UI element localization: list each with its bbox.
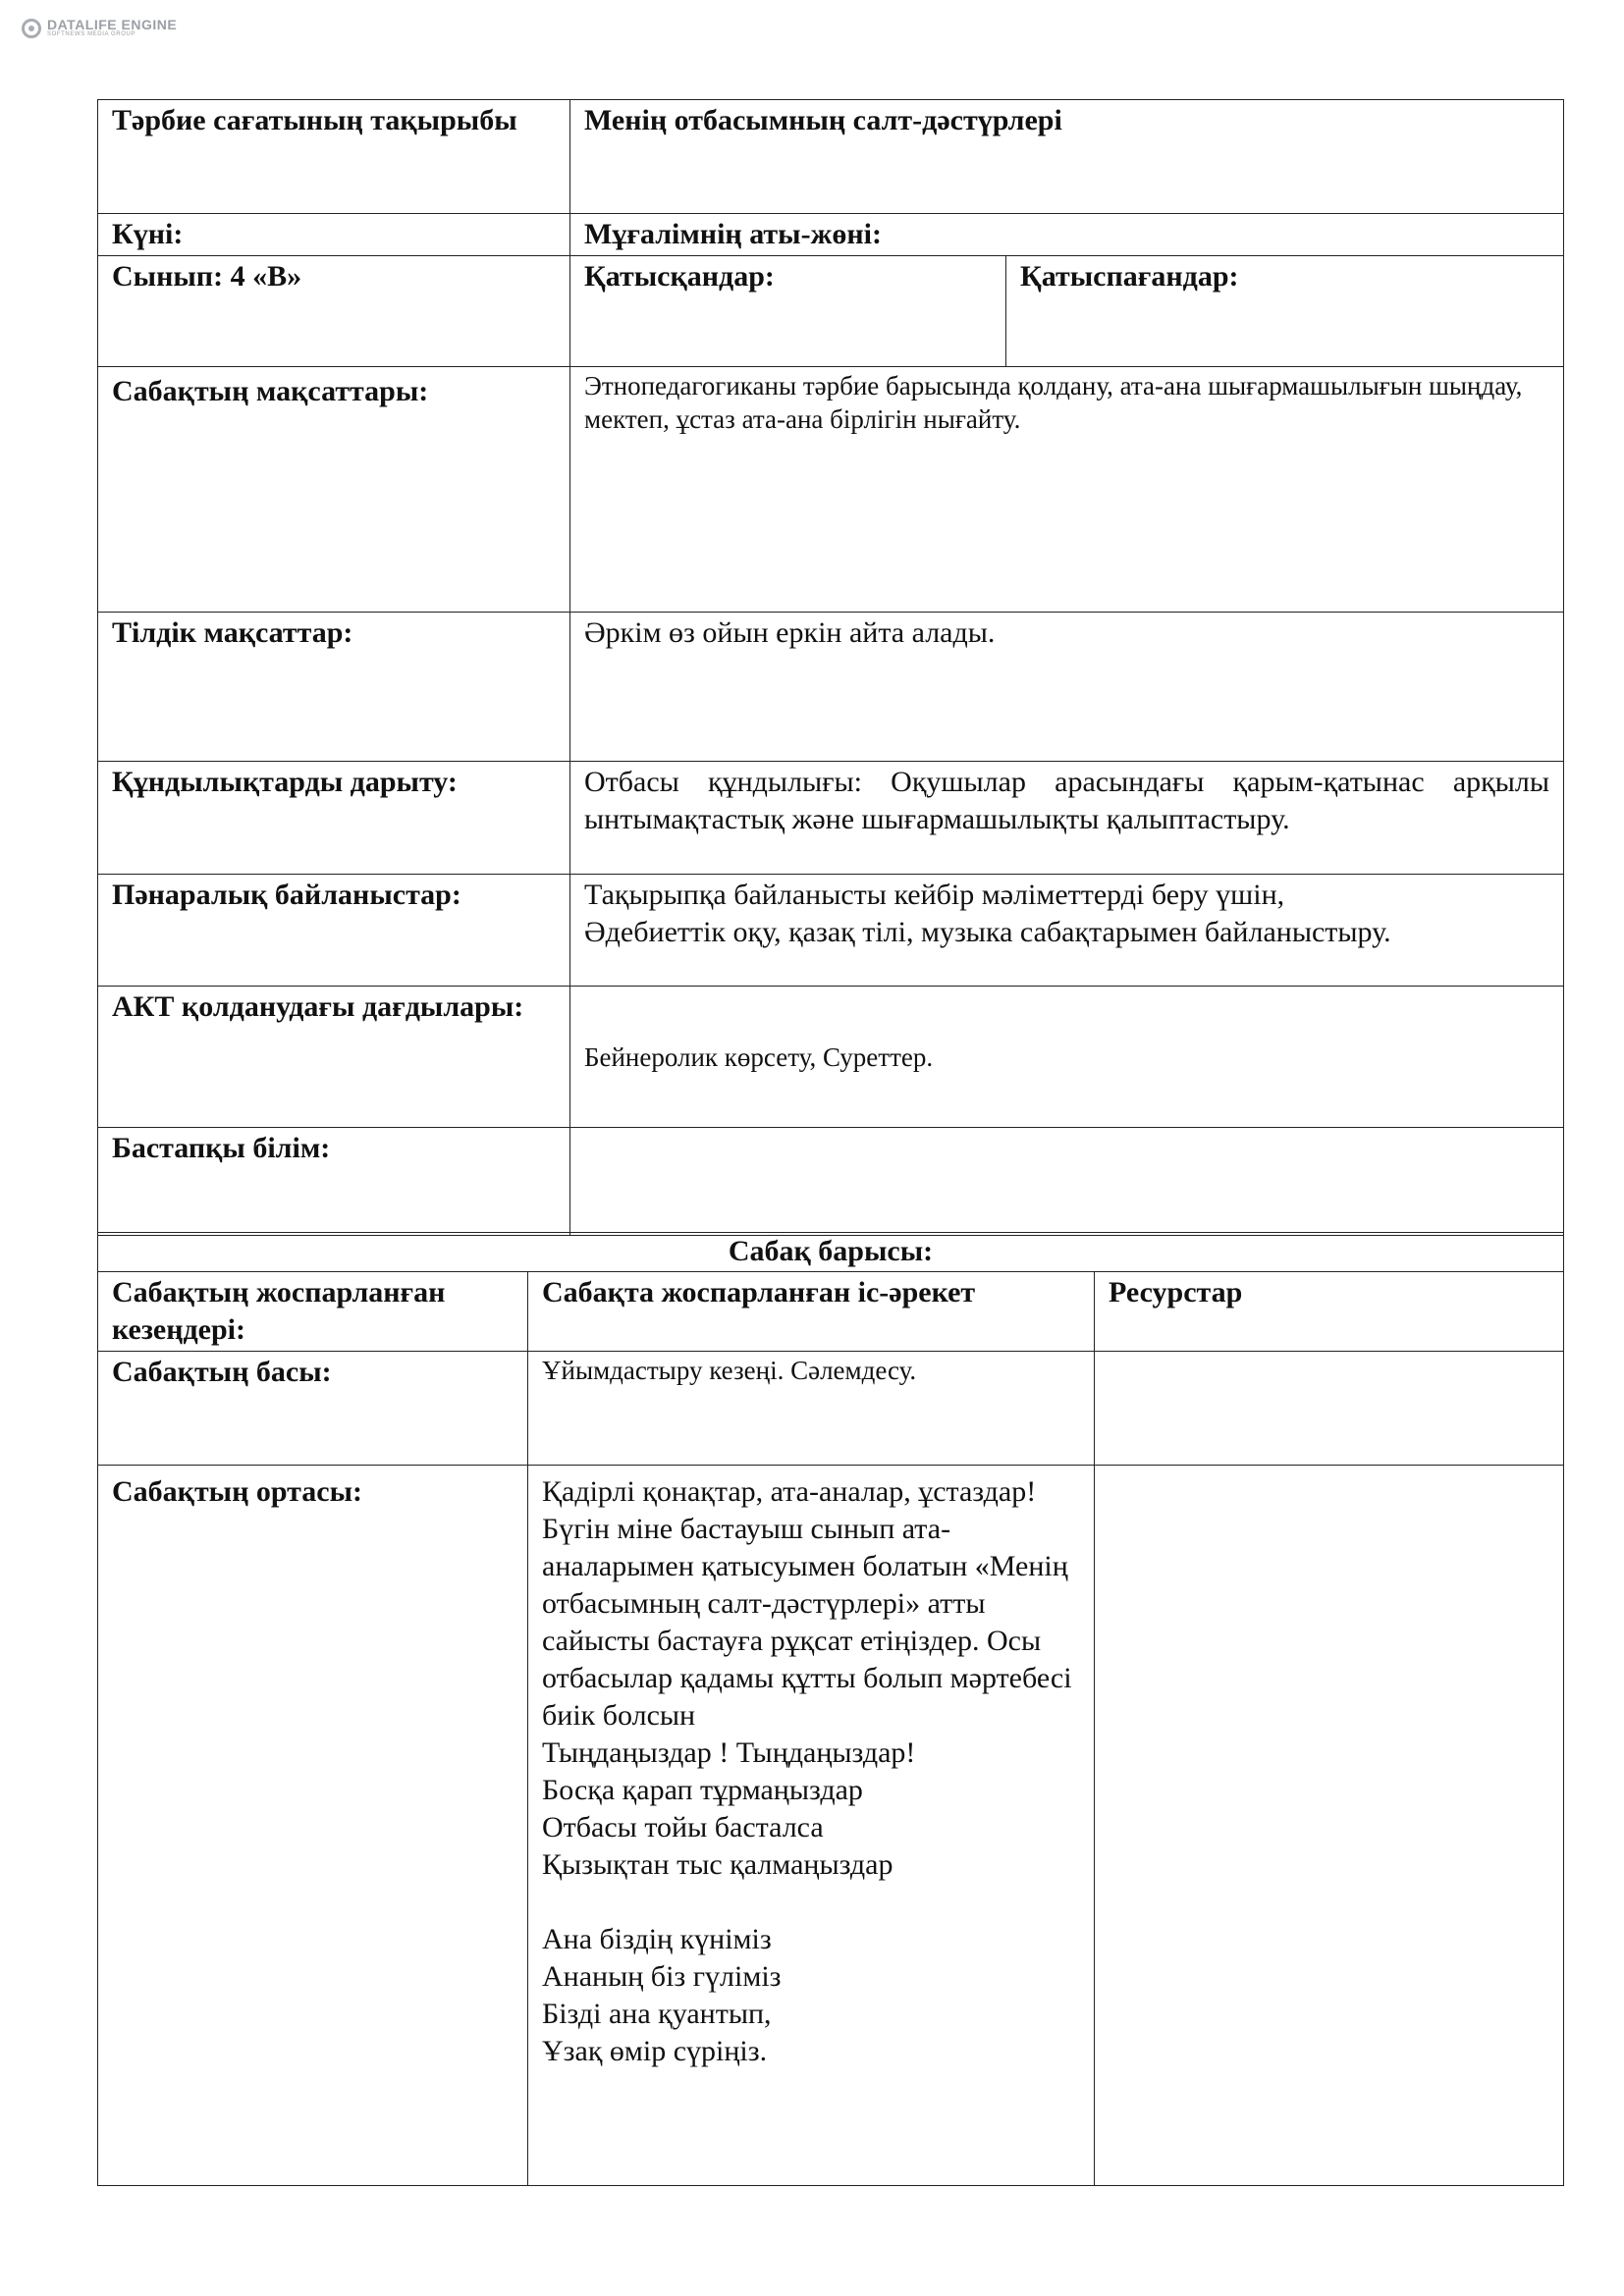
watermark-logo (22, 18, 177, 38)
class-label: Сынып: 4 «В» (98, 256, 570, 367)
goals-value: Этнопедагогиканы тәрбие барысында қолдану, ата-ана шығармашылығын шыңдау, мектеп, ұстаз ата-ана бірлігін нығайту. (570, 367, 1564, 613)
table-row (98, 1466, 1564, 2186)
stage-cell: Сабақтың басы: (98, 1352, 528, 1466)
links-label: Пәнаралық байланыстар: (98, 875, 570, 987)
plan-section-title: Сабақ барысы: (98, 1233, 1564, 1272)
goals-label: Сабақтың мақсаттары: (98, 367, 570, 613)
prior-knowledge-label: Бастапқы білім: (98, 1128, 570, 1236)
values-value: Отбасы құндылығы: Оқушылар арасындағы қарым-қатынас арқылы ынтымақтастық және шығармашылықты қалыптастыру. (570, 762, 1564, 875)
header-activity: Сабақта жоспарланған іс-әрекет (528, 1272, 1095, 1352)
date-label: Күні: (98, 214, 570, 256)
stage-cell: Сабақтың ортасы: (98, 1466, 528, 2186)
lang-goals-label: Тілдік мақсаттар: (98, 613, 570, 762)
table-row (98, 1352, 1564, 1466)
activity-cell: Ұйымдастыру кезеңі. Сәлемдесу. (528, 1352, 1095, 1466)
prior-knowledge-value (570, 1128, 1564, 1236)
absent-label: Қатыспағандар: (1006, 256, 1564, 367)
eye-icon (22, 19, 41, 38)
teacher-label: Мұғалімнің аты-жөні: (570, 214, 1564, 256)
watermark-subtitle: SOFTNEWS MEDIA GROUP (47, 31, 136, 37)
links-value: Тақырыпқа байланысты кейбір мәліметтерді беру үшін, Әдебиеттік оқу, қазақ тілі, музыка сабақтарымен байланыстыру. (570, 875, 1564, 987)
ict-value: Бейнеролик көрсету, Суреттер. (570, 987, 1564, 1128)
present-label: Қатысқандар: (570, 256, 1006, 367)
lesson-info-table (97, 99, 1564, 1236)
header-resources: Ресурстар (1095, 1272, 1564, 1352)
topic-value: Менің отбасымның салт-дәстүрлері (570, 100, 1564, 214)
resources-cell (1095, 1352, 1564, 1466)
ict-label: АКТ қолданудағы дағдылары: (98, 987, 570, 1128)
values-label: Құндылықтарды дарыту: (98, 762, 570, 875)
resources-cell (1095, 1466, 1564, 2186)
lesson-plan-table (97, 1232, 1564, 2186)
lang-goals-value: Әркім өз ойын еркін айта алады. (570, 613, 1564, 762)
topic-label: Тәрбие сағатының тақырыбы (98, 100, 570, 214)
header-stages: Сабақтың жоспарланған кезеңдері: (98, 1272, 528, 1352)
activity-cell: Қадірлі қонақтар, ата-аналар, ұстаздар! Бүгін міне бастауыш сынып ата-аналарымен қатысуымен болатын «Менің отбасымның салт-дәстүрлері» атты сайысты бастауға рұқсат етіңіздер. Осы отбасылар қадамы құтты болып мәртебесі биік болсын Тыңдаңыздар ! Тыңдаңыздар! Босқа қарап тұрмаңыздар Отбасы тойы басталса Қызықтан тыс қалмаңыздар Ана біздің күніміз Ананың біз гүліміз Бізді ана қуантып, Ұзақ өмір сүріңіз. (528, 1466, 1095, 2186)
watermark-title: DATALIFE ENGINE (47, 17, 178, 32)
